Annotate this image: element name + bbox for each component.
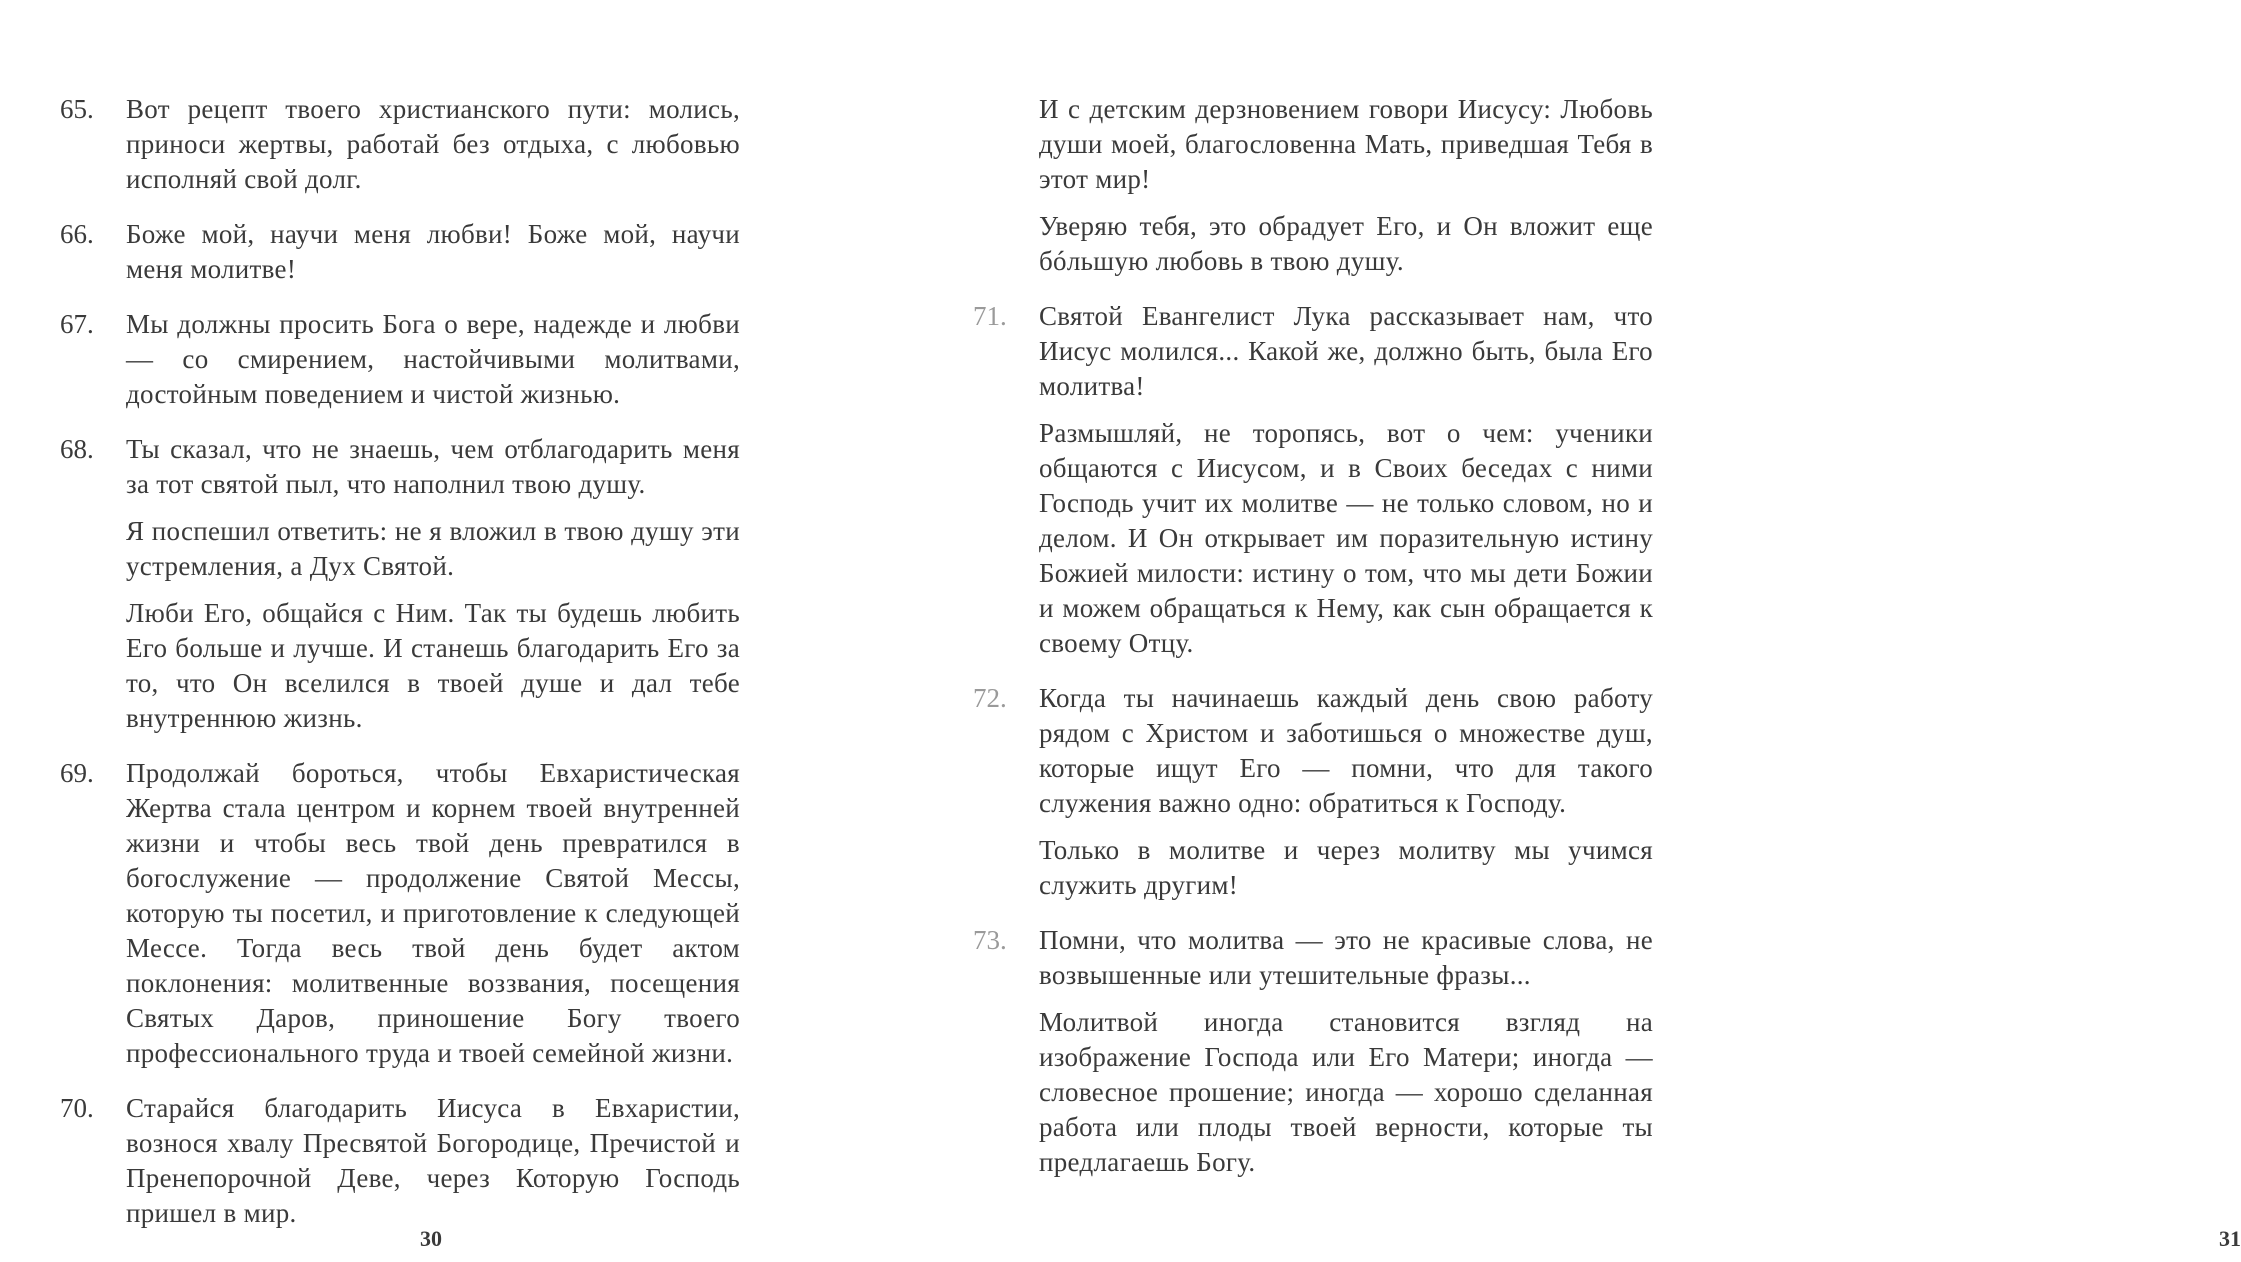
maxim-70-continuation	[973, 92, 1653, 279]
maxim-number: 70.	[60, 1093, 94, 1123]
left-page-text	[60, 92, 740, 1251]
maxim-73	[973, 923, 1653, 1180]
maxim-number: 69.	[60, 758, 94, 788]
maxim-number: 68.	[60, 434, 94, 464]
maxim-paragraph: Когда ты начинаешь каждый день свою работу рядом с Христом и заботишься о множестве душ, которые ищут Его — помни, что для такого служения важно одно: обратиться к Господу.	[1039, 683, 1653, 818]
maxim-number: 71.	[973, 301, 1007, 331]
maxim-number: 66.	[60, 219, 94, 249]
left-page	[0, 0, 893, 1262]
right-page-text	[973, 92, 1653, 1200]
maxim-paragraph: Размышляй, не торопясь, вот о чем: ученики общаются с Иисусом, и в Своих беседах с ними Господь учит их молитве — не только словом, но и делом. И Он открывает им поразительную истину Божией милости: истину о том, что мы дети Божии и можем обращаться к Нему, как сын обращается к своему Отцу.	[1039, 418, 1653, 658]
page-number: 30	[420, 1226, 442, 1251]
maxim-paragraph: Ты сказал, что не знаешь, чем отблагодарить меня за тот святой пыл, что наполнил твою душу.	[126, 434, 740, 499]
maxim-66	[60, 217, 740, 287]
maxim-71	[973, 299, 1653, 661]
maxim-paragraph: Святой Евангелист Лука рассказывает нам, что Иисус молился... Какой же, должно быть, была Его молитва!	[1039, 301, 1653, 401]
maxim-paragraph: Я поспешил ответить: не я вложил в твою душу эти устремления, а Дух Святой.	[126, 516, 740, 581]
maxim-paragraph: Мы должны просить Бога о вере, надежде и любви — со смирением, настойчивыми молитвами, достойным поведением и чистой жизнью.	[126, 309, 740, 409]
maxim-paragraph: Продолжай бороться, чтобы Евхаристическая Жертва стала центром и корнем твоей внутренней жизни и чтобы весь твой день превратился в богослужение — продолжение Святой Мессы, которую ты посетил, и приготовление к следующей Мессе. Тогда весь твой день будет актом поклонения: молитвенные воззвания, посещения Святых Даров, приношение Богу твоего профессионального труда и твоей семейной жизни.	[126, 758, 740, 1068]
maxim-72	[973, 681, 1653, 903]
page-number: 31	[2219, 1226, 2241, 1251]
maxim-paragraph: Уверяю тебя, это обрадует Его, и Он вложит еще бóльшую любовь в твою душу.	[1039, 211, 1653, 276]
maxim-paragraph: Помни, что молитва — это не красивые слова, не возвышенные или утешительные фразы...	[1039, 925, 1653, 990]
right-page	[893, 0, 2241, 1262]
maxim-65	[60, 92, 740, 197]
maxim-paragraph: Молитвой иногда становится взгляд на изображение Господа или Его Матери; иногда — словесное прошение; иногда — хорошо сделанная работа или плоды твоей верности, которые ты предлагаешь Богу.	[1039, 1007, 1653, 1177]
maxim-68	[60, 432, 740, 736]
maxim-paragraph: Вот рецепт твоего христианского пути: молись, приноси жертвы, работай без отдыха, с любовью исполняй свой долг.	[126, 94, 740, 194]
maxim-67	[60, 307, 740, 412]
maxim-number: 65.	[60, 94, 94, 124]
maxim-paragraph: Только в молитве и через молитву мы учимся служить другим!	[1039, 835, 1653, 900]
maxim-70	[60, 1091, 740, 1231]
maxim-paragraph: И с детским дерзновением говори Иисусу: Любовь души моей, благословенна Мать, приведшая Тебя в этот мир!	[1039, 94, 1653, 194]
maxim-69	[60, 756, 740, 1071]
maxim-paragraph: Старайся благодарить Иисуса в Евхаристии, вознося хвалу Пресвятой Богородице, Пречистой и Пренепорочной Деве, через Которую Господь пришел в мир.	[126, 1093, 740, 1228]
maxim-number: 67.	[60, 309, 94, 339]
maxim-number: 73.	[973, 925, 1007, 955]
maxim-number: 72.	[973, 683, 1007, 713]
maxim-paragraph: Боже мой, научи меня любви! Боже мой, научи меня молитве!	[126, 219, 740, 284]
maxim-paragraph: Люби Его, общайся с Ним. Так ты будешь любить Его больше и лучше. И станешь благодарить Его за то, что Он вселился в твоей душе и дал тебе внутреннюю жизнь.	[126, 598, 740, 733]
